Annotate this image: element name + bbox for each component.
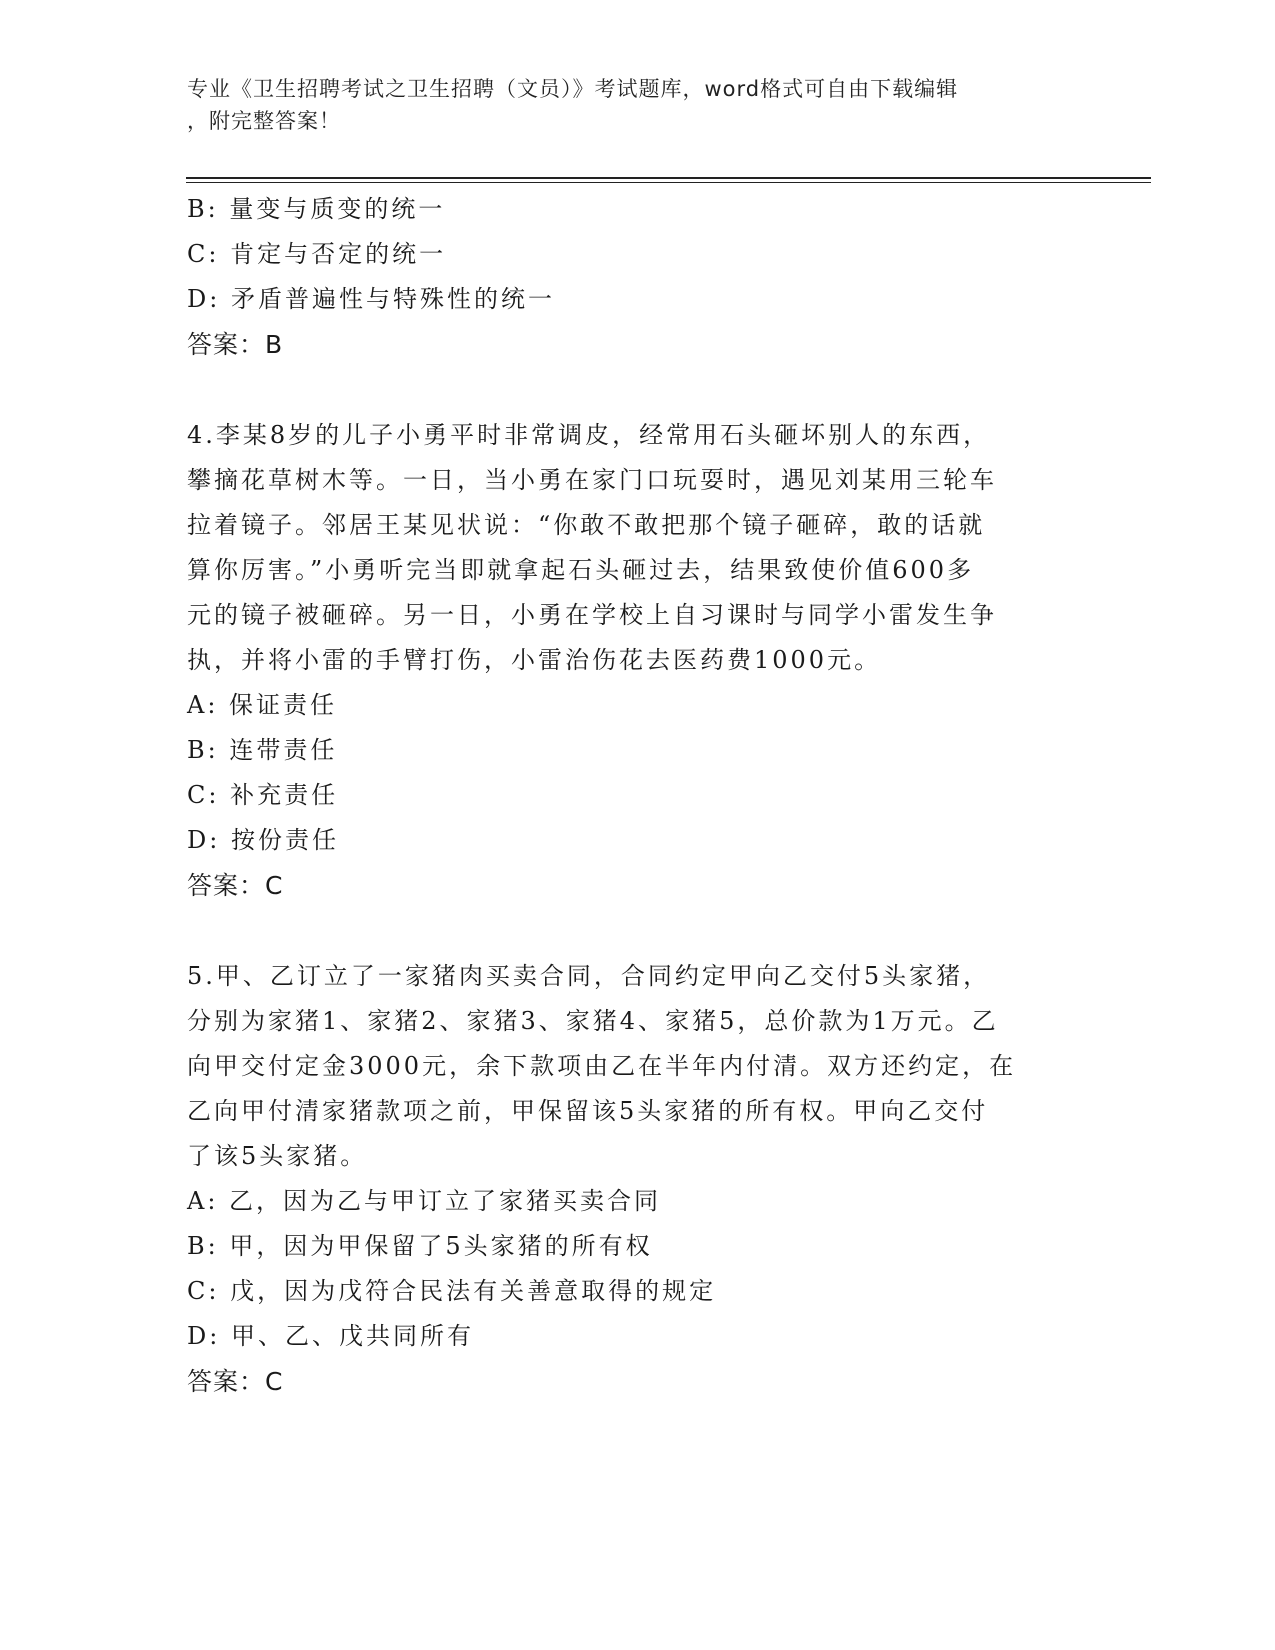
header-divider-thick (186, 177, 1151, 179)
question-text-line: 向甲交付定金3000元，余下款项由乙在半年内付清。双方还约定，在 (187, 1052, 1017, 1080)
question-4 (187, 413, 1087, 908)
spacer (187, 367, 1087, 413)
option-b: B: 甲，因为甲保留了5头家猪的所有权 (187, 1232, 653, 1260)
question-text-line: 分别为家猪1、家猪2、家猪3、家猪4、家猪5，总价款为1万元。乙 (187, 1007, 999, 1035)
question-text-line: 执，并将小雷的手臂打伤，小雷治伤花去医药费1000元。 (187, 646, 882, 674)
question-text-line: 元的镜子被砸碎。另一日，小勇在学校上自习课时与同学小雷发生争 (187, 601, 997, 629)
header-line-2: ，附完整答案！ (187, 109, 341, 133)
question-5 (187, 954, 1087, 1404)
question-text-line: 拉着镜子。邻居王某见状说：“你敢不敢把那个镜子砸碎，敢的话就 (187, 511, 986, 539)
question-text-line: 算你厉害。”小勇听完当即就拿起石头砸过去，结果致使价值600多 (187, 556, 975, 584)
option-d: D: 按份责任 (187, 826, 339, 854)
answer-line: 答案：C (187, 1367, 284, 1396)
question-3-tail (187, 187, 1087, 367)
header-line-1: 专业《卫生招聘考试之卫生招聘（文员）》考试题库，word格式可自由下载编辑 (187, 77, 959, 101)
option-a: A: 保证责任 (187, 691, 338, 719)
option-c: C: 肯定与否定的统一 (187, 240, 447, 268)
option-c: C: 戊，因为戊符合民法有关善意取得的规定 (187, 1277, 717, 1305)
option-b: B: 量变与质变的统一 (187, 195, 446, 223)
header-divider-thin (186, 182, 1151, 183)
question-text-line: 4.李某8岁的儿子小勇平时非常调皮，经常用石头砸坏别人的东西， (187, 421, 991, 449)
option-b: B: 连带责任 (187, 736, 338, 764)
question-text-line: 5.甲、乙订立了一家猪肉买卖合同，合同约定甲向乙交付5头家猪， (187, 962, 991, 990)
document-body (187, 187, 1087, 1404)
option-d: D: 甲、乙、戊共同所有 (187, 1322, 474, 1350)
answer-line: 答案：C (187, 871, 284, 900)
document-header (187, 73, 1067, 137)
option-d: D: 矛盾普遍性与特殊性的统一 (187, 285, 555, 313)
question-text-line: 了该5头家猪。 (187, 1142, 368, 1170)
question-text-line: 乙向甲付清家猪款项之前，甲保留该5头家猪的所有权。甲向乙交付 (187, 1097, 989, 1125)
option-a: A: 乙，因为乙与甲订立了家猪买卖合同 (187, 1187, 662, 1215)
spacer (187, 908, 1087, 954)
answer-line: 答案：B (187, 330, 284, 359)
question-text-line: 攀摘花草树木等。一日，当小勇在家门口玩耍时，遇见刘某用三轮车 (187, 466, 997, 494)
option-c: C: 补充责任 (187, 781, 339, 809)
